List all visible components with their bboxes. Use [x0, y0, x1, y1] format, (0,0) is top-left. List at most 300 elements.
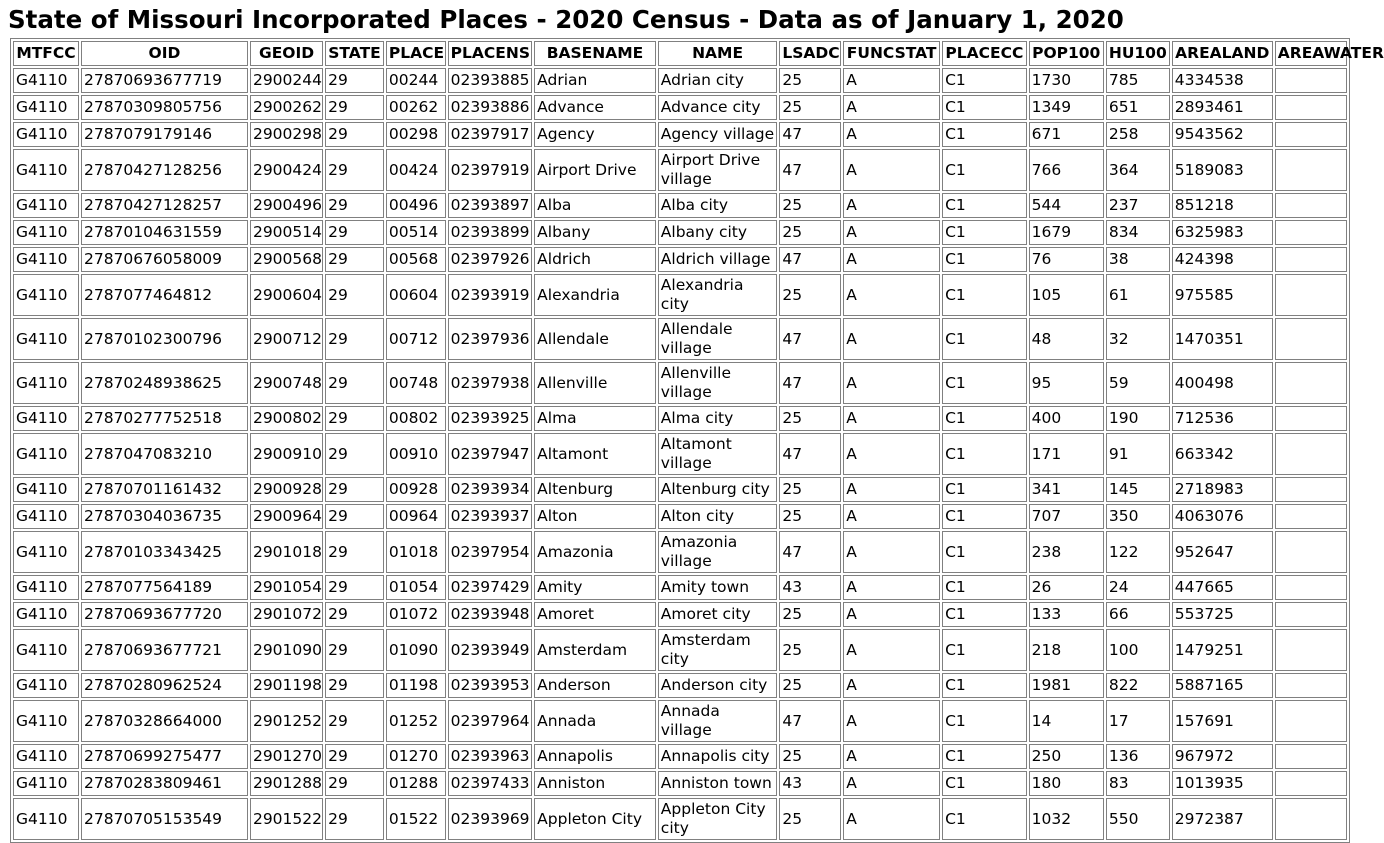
cell-lsadc: 43	[779, 575, 841, 600]
cell-name: Amsterdam city	[658, 629, 778, 671]
cell-basename: Amoret	[534, 602, 656, 627]
cell-hu100: 17	[1106, 700, 1170, 742]
cell-oid: 27870427128256	[81, 149, 248, 191]
cell-place: 00604	[386, 274, 446, 316]
cell-placens: 02393969	[448, 798, 533, 840]
cell-placens: 02397926	[448, 247, 533, 272]
cell-place: 00568	[386, 247, 446, 272]
cell-basename: Allendale	[534, 318, 656, 360]
cell-mtfcc: G4110	[13, 798, 79, 840]
cell-funcstat: A	[843, 629, 940, 671]
table-row	[13, 149, 1347, 191]
cell-geoid: 2901522	[250, 798, 323, 840]
cell-mtfcc: G4110	[13, 274, 79, 316]
cell-oid: 27870283809461	[81, 771, 248, 796]
cell-placecc: C1	[942, 220, 1027, 245]
cell-pop100: 76	[1029, 247, 1104, 272]
cell-areawater	[1275, 531, 1347, 573]
cell-arealand: 967972	[1172, 744, 1273, 769]
cell-placens: 02393885	[448, 68, 533, 93]
cell-placens: 02397947	[448, 433, 533, 475]
cell-mtfcc: G4110	[13, 220, 79, 245]
cell-hu100: 550	[1106, 798, 1170, 840]
cell-oid: 27870705153549	[81, 798, 248, 840]
cell-basename: Altenburg	[534, 477, 656, 502]
cell-oid: 27870309805756	[81, 95, 248, 120]
cell-lsadc: 47	[779, 531, 841, 573]
cell-oid: 2787047083210	[81, 433, 248, 475]
cell-areawater	[1275, 629, 1347, 671]
cell-name: Altenburg city	[658, 477, 778, 502]
cell-lsadc: 25	[779, 744, 841, 769]
cell-placecc: C1	[942, 406, 1027, 431]
cell-arealand: 157691	[1172, 700, 1273, 742]
cell-place: 00262	[386, 95, 446, 120]
cell-funcstat: A	[843, 531, 940, 573]
cell-name: Airport Drive village	[658, 149, 778, 191]
cell-geoid: 2901270	[250, 744, 323, 769]
cell-arealand: 2893461	[1172, 95, 1273, 120]
cell-mtfcc: G4110	[13, 433, 79, 475]
column-header-geoid: GEOID	[250, 41, 323, 66]
cell-pop100: 1730	[1029, 68, 1104, 93]
column-header-lsadc: LSADC	[779, 41, 841, 66]
cell-name: Aldrich village	[658, 247, 778, 272]
cell-lsadc: 47	[779, 700, 841, 742]
cell-placens: 02393949	[448, 629, 533, 671]
cell-pop100: 1032	[1029, 798, 1104, 840]
cell-basename: Amity	[534, 575, 656, 600]
cell-oid: 27870277752518	[81, 406, 248, 431]
table-row	[13, 798, 1347, 840]
cell-oid: 27870427128257	[81, 193, 248, 218]
cell-basename: Albany	[534, 220, 656, 245]
cell-basename: Airport Drive	[534, 149, 656, 191]
column-header-arealand: AREALAND	[1172, 41, 1273, 66]
table-row	[13, 68, 1347, 93]
cell-placecc: C1	[942, 318, 1027, 360]
cell-placens: 02393899	[448, 220, 533, 245]
cell-areawater	[1275, 68, 1347, 93]
cell-arealand: 4334538	[1172, 68, 1273, 93]
cell-placecc: C1	[942, 744, 1027, 769]
table-row	[13, 406, 1347, 431]
cell-name: Alba city	[658, 193, 778, 218]
cell-pop100: 250	[1029, 744, 1104, 769]
cell-basename: Annada	[534, 700, 656, 742]
cell-pop100: 341	[1029, 477, 1104, 502]
cell-funcstat: A	[843, 220, 940, 245]
cell-placecc: C1	[942, 149, 1027, 191]
cell-placecc: C1	[942, 68, 1027, 93]
cell-hu100: 122	[1106, 531, 1170, 573]
cell-placecc: C1	[942, 531, 1027, 573]
cell-areawater	[1275, 433, 1347, 475]
cell-lsadc: 25	[779, 477, 841, 502]
cell-oid: 27870104631559	[81, 220, 248, 245]
cell-hu100: 651	[1106, 95, 1170, 120]
cell-hu100: 91	[1106, 433, 1170, 475]
cell-areawater	[1275, 673, 1347, 698]
cell-arealand: 1013935	[1172, 771, 1273, 796]
cell-mtfcc: G4110	[13, 744, 79, 769]
cell-state: 29	[325, 220, 384, 245]
cell-geoid: 2901288	[250, 771, 323, 796]
cell-pop100: 707	[1029, 504, 1104, 529]
table-row	[13, 744, 1347, 769]
cell-placens: 02393953	[448, 673, 533, 698]
column-header-name: NAME	[658, 41, 778, 66]
column-header-areawater: AREAWATER	[1275, 41, 1347, 66]
cell-place: 01522	[386, 798, 446, 840]
cell-placecc: C1	[942, 122, 1027, 147]
page-title: State of Missouri Incorporated Places - 2020 Census - Data as of January 1, 2020	[8, 5, 1124, 34]
cell-arealand: 851218	[1172, 193, 1273, 218]
cell-areawater	[1275, 149, 1347, 191]
cell-basename: Allenville	[534, 362, 656, 404]
cell-name: Alexandria city	[658, 274, 778, 316]
cell-arealand: 2718983	[1172, 477, 1273, 502]
cell-hu100: 24	[1106, 575, 1170, 600]
table-row	[13, 673, 1347, 698]
cell-name: Appleton City city	[658, 798, 778, 840]
cell-name: Anderson city	[658, 673, 778, 698]
cell-oid: 27870103343425	[81, 531, 248, 573]
cell-mtfcc: G4110	[13, 629, 79, 671]
cell-funcstat: A	[843, 122, 940, 147]
cell-lsadc: 25	[779, 95, 841, 120]
table-row	[13, 122, 1347, 147]
column-header-place: PLACE	[386, 41, 446, 66]
cell-basename: Alba	[534, 193, 656, 218]
cell-place: 01252	[386, 700, 446, 742]
table-row	[13, 247, 1347, 272]
cell-basename: Advance	[534, 95, 656, 120]
cell-lsadc: 47	[779, 318, 841, 360]
cell-pop100: 1679	[1029, 220, 1104, 245]
cell-oid: 27870248938625	[81, 362, 248, 404]
cell-basename: Anderson	[534, 673, 656, 698]
cell-basename: Amsterdam	[534, 629, 656, 671]
cell-name: Allendale village	[658, 318, 778, 360]
cell-placecc: C1	[942, 433, 1027, 475]
table-row	[13, 362, 1347, 404]
cell-name: Agency village	[658, 122, 778, 147]
cell-lsadc: 47	[779, 433, 841, 475]
column-header-basename: BASENAME	[534, 41, 656, 66]
cell-hu100: 83	[1106, 771, 1170, 796]
cell-oid: 27870693677719	[81, 68, 248, 93]
cell-state: 29	[325, 68, 384, 93]
cell-oid: 27870701161432	[81, 477, 248, 502]
column-header-state: STATE	[325, 41, 384, 66]
cell-placecc: C1	[942, 575, 1027, 600]
header-row	[13, 41, 1347, 66]
cell-place: 00712	[386, 318, 446, 360]
cell-hu100: 66	[1106, 602, 1170, 627]
cell-state: 29	[325, 318, 384, 360]
cell-lsadc: 43	[779, 771, 841, 796]
cell-oid: 27870699275477	[81, 744, 248, 769]
cell-lsadc: 47	[779, 149, 841, 191]
table-row	[13, 220, 1347, 245]
table-row	[13, 193, 1347, 218]
cell-arealand: 553725	[1172, 602, 1273, 627]
cell-arealand: 2972387	[1172, 798, 1273, 840]
cell-arealand: 424398	[1172, 247, 1273, 272]
cell-areawater	[1275, 318, 1347, 360]
cell-pop100: 48	[1029, 318, 1104, 360]
cell-hu100: 32	[1106, 318, 1170, 360]
cell-geoid: 2901252	[250, 700, 323, 742]
cell-areawater	[1275, 220, 1347, 245]
cell-oid: 27870676058009	[81, 247, 248, 272]
cell-placecc: C1	[942, 193, 1027, 218]
cell-arealand: 712536	[1172, 406, 1273, 431]
cell-state: 29	[325, 575, 384, 600]
cell-placecc: C1	[942, 95, 1027, 120]
cell-place: 00748	[386, 362, 446, 404]
cell-geoid: 2900568	[250, 247, 323, 272]
cell-pop100: 238	[1029, 531, 1104, 573]
cell-funcstat: A	[843, 771, 940, 796]
cell-state: 29	[325, 406, 384, 431]
cell-placens: 02397938	[448, 362, 533, 404]
cell-hu100: 364	[1106, 149, 1170, 191]
cell-mtfcc: G4110	[13, 673, 79, 698]
cell-funcstat: A	[843, 362, 940, 404]
table-row	[13, 504, 1347, 529]
cell-lsadc: 25	[779, 673, 841, 698]
cell-oid: 2787077464812	[81, 274, 248, 316]
census-table	[10, 38, 1384, 843]
column-header-placens: PLACENS	[448, 41, 533, 66]
cell-hu100: 237	[1106, 193, 1170, 218]
cell-mtfcc: G4110	[13, 318, 79, 360]
cell-areawater	[1275, 744, 1347, 769]
table-row	[13, 433, 1347, 475]
cell-funcstat: A	[843, 575, 940, 600]
cell-funcstat: A	[843, 433, 940, 475]
cell-placens: 02397919	[448, 149, 533, 191]
cell-placens: 02397917	[448, 122, 533, 147]
cell-lsadc: 25	[779, 602, 841, 627]
cell-mtfcc: G4110	[13, 575, 79, 600]
cell-mtfcc: G4110	[13, 700, 79, 742]
cell-state: 29	[325, 477, 384, 502]
cell-mtfcc: G4110	[13, 122, 79, 147]
cell-basename: Adrian	[534, 68, 656, 93]
cell-pop100: 133	[1029, 602, 1104, 627]
cell-placens: 02397936	[448, 318, 533, 360]
cell-placecc: C1	[942, 274, 1027, 316]
cell-placens: 02393937	[448, 504, 533, 529]
cell-mtfcc: G4110	[13, 602, 79, 627]
cell-place: 00928	[386, 477, 446, 502]
cell-geoid: 2901072	[250, 602, 323, 627]
cell-basename: Anniston	[534, 771, 656, 796]
cell-state: 29	[325, 95, 384, 120]
cell-place: 01018	[386, 531, 446, 573]
cell-place: 00514	[386, 220, 446, 245]
cell-hu100: 190	[1106, 406, 1170, 431]
cell-funcstat: A	[843, 149, 940, 191]
cell-areawater	[1275, 771, 1347, 796]
cell-mtfcc: G4110	[13, 477, 79, 502]
cell-pop100: 1349	[1029, 95, 1104, 120]
cell-areawater	[1275, 193, 1347, 218]
cell-arealand: 663342	[1172, 433, 1273, 475]
cell-basename: Appleton City	[534, 798, 656, 840]
cell-funcstat: A	[843, 602, 940, 627]
cell-areawater	[1275, 406, 1347, 431]
cell-name: Advance city	[658, 95, 778, 120]
column-header-hu100: HU100	[1106, 41, 1170, 66]
cell-geoid: 2900604	[250, 274, 323, 316]
cell-lsadc: 25	[779, 193, 841, 218]
cell-pop100: 14	[1029, 700, 1104, 742]
cell-lsadc: 25	[779, 406, 841, 431]
cell-hu100: 145	[1106, 477, 1170, 502]
cell-oid: 2787079179146	[81, 122, 248, 147]
cell-geoid: 2901090	[250, 629, 323, 671]
cell-placens: 02393886	[448, 95, 533, 120]
cell-state: 29	[325, 798, 384, 840]
column-header-oid: OID	[81, 41, 248, 66]
cell-areawater	[1275, 274, 1347, 316]
cell-place: 01198	[386, 673, 446, 698]
cell-placens: 02397964	[448, 700, 533, 742]
cell-place: 00244	[386, 68, 446, 93]
cell-name: Alma city	[658, 406, 778, 431]
cell-arealand: 5189083	[1172, 149, 1273, 191]
cell-arealand: 9543562	[1172, 122, 1273, 147]
cell-state: 29	[325, 531, 384, 573]
cell-pop100: 671	[1029, 122, 1104, 147]
cell-name: Annapolis city	[658, 744, 778, 769]
cell-place: 01288	[386, 771, 446, 796]
cell-arealand: 1470351	[1172, 318, 1273, 360]
cell-place: 00964	[386, 504, 446, 529]
cell-geoid: 2900424	[250, 149, 323, 191]
cell-name: Allenville village	[658, 362, 778, 404]
cell-hu100: 59	[1106, 362, 1170, 404]
cell-funcstat: A	[843, 193, 940, 218]
cell-oid: 27870693677720	[81, 602, 248, 627]
cell-hu100: 61	[1106, 274, 1170, 316]
column-header-pop100: POP100	[1029, 41, 1104, 66]
cell-basename: Altamont	[534, 433, 656, 475]
cell-placens: 02393963	[448, 744, 533, 769]
cell-state: 29	[325, 193, 384, 218]
cell-state: 29	[325, 122, 384, 147]
cell-lsadc: 47	[779, 122, 841, 147]
cell-placens: 02393897	[448, 193, 533, 218]
cell-basename: Alma	[534, 406, 656, 431]
cell-funcstat: A	[843, 95, 940, 120]
cell-oid: 27870280962524	[81, 673, 248, 698]
cell-funcstat: A	[843, 68, 940, 93]
cell-placens: 02397429	[448, 575, 533, 600]
cell-place: 00496	[386, 193, 446, 218]
cell-areawater	[1275, 477, 1347, 502]
cell-place: 00298	[386, 122, 446, 147]
cell-mtfcc: G4110	[13, 149, 79, 191]
table-body	[13, 68, 1347, 840]
cell-name: Anniston town	[658, 771, 778, 796]
cell-funcstat: A	[843, 274, 940, 316]
cell-place: 00910	[386, 433, 446, 475]
cell-placens: 02393919	[448, 274, 533, 316]
cell-geoid: 2900748	[250, 362, 323, 404]
cell-hu100: 38	[1106, 247, 1170, 272]
cell-funcstat: A	[843, 504, 940, 529]
table-row	[13, 274, 1347, 316]
cell-oid: 27870102300796	[81, 318, 248, 360]
cell-arealand: 5887165	[1172, 673, 1273, 698]
cell-placecc: C1	[942, 602, 1027, 627]
cell-arealand: 1479251	[1172, 629, 1273, 671]
cell-pop100: 766	[1029, 149, 1104, 191]
cell-pop100: 95	[1029, 362, 1104, 404]
cell-arealand: 952647	[1172, 531, 1273, 573]
cell-name: Altamont village	[658, 433, 778, 475]
table-row	[13, 318, 1347, 360]
cell-areawater	[1275, 95, 1347, 120]
cell-mtfcc: G4110	[13, 95, 79, 120]
cell-place: 01054	[386, 575, 446, 600]
cell-placecc: C1	[942, 504, 1027, 529]
cell-mtfcc: G4110	[13, 68, 79, 93]
cell-state: 29	[325, 602, 384, 627]
cell-basename: Agency	[534, 122, 656, 147]
cell-lsadc: 25	[779, 504, 841, 529]
cell-basename: Aldrich	[534, 247, 656, 272]
cell-oid: 27870328664000	[81, 700, 248, 742]
cell-placecc: C1	[942, 798, 1027, 840]
table-row	[13, 575, 1347, 600]
cell-pop100: 105	[1029, 274, 1104, 316]
table-row	[13, 602, 1347, 627]
cell-hu100: 834	[1106, 220, 1170, 245]
cell-lsadc: 25	[779, 629, 841, 671]
cell-pop100: 400	[1029, 406, 1104, 431]
cell-geoid: 2900514	[250, 220, 323, 245]
cell-funcstat: A	[843, 406, 940, 431]
cell-name: Albany city	[658, 220, 778, 245]
column-header-placecc: PLACECC	[942, 41, 1027, 66]
cell-place: 00424	[386, 149, 446, 191]
cell-geoid: 2900802	[250, 406, 323, 431]
cell-funcstat: A	[843, 744, 940, 769]
cell-mtfcc: G4110	[13, 406, 79, 431]
cell-state: 29	[325, 433, 384, 475]
cell-placens: 02393934	[448, 477, 533, 502]
cell-basename: Annapolis	[534, 744, 656, 769]
cell-funcstat: A	[843, 247, 940, 272]
cell-name: Adrian city	[658, 68, 778, 93]
cell-hu100: 258	[1106, 122, 1170, 147]
cell-geoid: 2900712	[250, 318, 323, 360]
cell-arealand: 6325983	[1172, 220, 1273, 245]
cell-funcstat: A	[843, 673, 940, 698]
cell-lsadc: 47	[779, 362, 841, 404]
cell-funcstat: A	[843, 700, 940, 742]
cell-place: 00802	[386, 406, 446, 431]
cell-placecc: C1	[942, 362, 1027, 404]
cell-oid: 27870693677721	[81, 629, 248, 671]
cell-mtfcc: G4110	[13, 531, 79, 573]
